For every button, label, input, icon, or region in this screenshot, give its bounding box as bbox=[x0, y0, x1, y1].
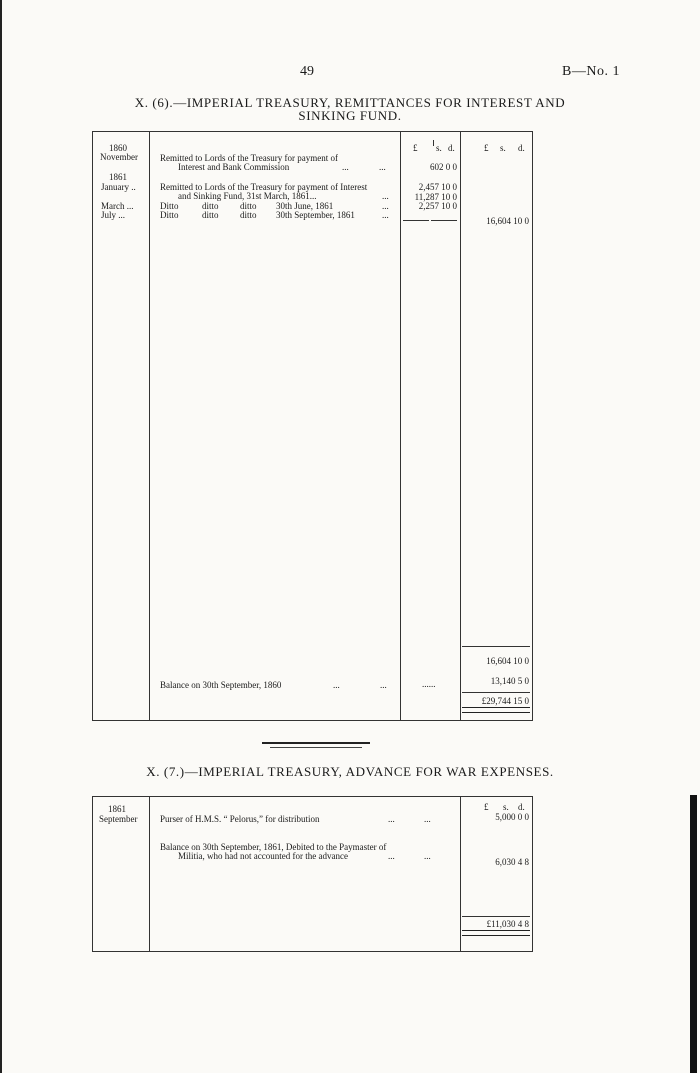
entry1-line1: Remitted to Lords of the Treasury for payment of bbox=[160, 153, 338, 163]
amount-602: 602 0 0 bbox=[430, 162, 457, 172]
balance-leader-dots: ... bbox=[333, 680, 340, 690]
entry2-leader-dots: ... bbox=[382, 191, 389, 201]
currency-head-shilling-total: s. bbox=[500, 143, 506, 153]
grand-total-rule bbox=[462, 692, 530, 693]
entry1-line2: Interest and Bank Commission bbox=[178, 162, 290, 172]
table1-desc-divider bbox=[400, 131, 401, 721]
date-year-1861: 1861 bbox=[109, 172, 127, 182]
entry3-ditto3: ditto bbox=[240, 201, 257, 211]
date-march: March ... bbox=[101, 201, 134, 211]
section2-entry-balance-line1: Balance on 30th September, 1861, Debited to the Paymaster of bbox=[160, 842, 387, 852]
table1-amount-divider bbox=[460, 131, 461, 721]
table2-top-rule bbox=[92, 796, 532, 797]
currency-col-tick bbox=[433, 140, 434, 146]
subtotal-rule-b bbox=[431, 220, 457, 221]
total-rule bbox=[462, 646, 530, 647]
entry4-leader-dots: ... bbox=[382, 210, 389, 220]
table2-right-border bbox=[532, 796, 533, 952]
date-november: November bbox=[100, 152, 138, 162]
amount-11287: 11,287 10 0 bbox=[414, 192, 457, 202]
date-january: January .. bbox=[101, 182, 136, 192]
total-16604: 16,604 10 0 bbox=[486, 656, 529, 666]
date-year-1860: 1860 bbox=[109, 143, 127, 153]
currency-head-pence-total: d. bbox=[518, 143, 525, 153]
entry1-leader-dots: ... bbox=[342, 162, 349, 172]
page-edge-left bbox=[0, 0, 2, 1073]
section2-entry2-dots: ... bbox=[388, 851, 395, 861]
entry3-ditto: Ditto bbox=[160, 201, 179, 211]
entry2-line1: Remitted to Lords of the Treasury for payment of Interest bbox=[160, 182, 368, 192]
balance-label: Balance on 30th September, 1860 bbox=[160, 680, 282, 690]
entry3-leader-dots: ... bbox=[382, 201, 389, 211]
entry4-date: 30th September, 1861 bbox=[276, 210, 355, 220]
section2-amount-5000: 5,000 0 0 bbox=[495, 812, 529, 822]
entry3-date: 30th June, 1861 bbox=[276, 201, 334, 211]
table2-date-divider bbox=[149, 796, 150, 952]
page-number: 49 bbox=[300, 64, 314, 79]
subtotal-rule-a bbox=[403, 220, 429, 221]
table1-right-border bbox=[532, 131, 533, 721]
amount-2257: 2,257 10 0 bbox=[418, 201, 457, 211]
balance-13140: 13,140 5 0 bbox=[490, 676, 529, 686]
section1-title-line1: X. (6).—IMPERIAL TREASURY, REMITTANCES FOR INTEREST AND bbox=[134, 95, 566, 110]
section2-entry1-dots: ... bbox=[388, 814, 395, 824]
entry3-ditto2: ditto bbox=[202, 201, 219, 211]
grand-total-29744: £29,744 15 0 bbox=[481, 696, 529, 706]
table2-amount-divider bbox=[460, 796, 461, 952]
section2-currency-head-shilling: s. bbox=[503, 802, 509, 812]
table2-left-border bbox=[92, 796, 93, 952]
document-reference: B—No. 1 bbox=[562, 64, 620, 79]
date-july: July ... bbox=[101, 210, 126, 220]
section2-entry2-dots-end: ... bbox=[424, 851, 431, 861]
grand-total-double-rule bbox=[462, 707, 530, 713]
section2-amount-6030: 6,030 4 8 bbox=[495, 857, 529, 867]
entry2-line2: and Sinking Fund, 31st March, 1861... bbox=[178, 191, 317, 201]
section-separator-thin bbox=[270, 747, 362, 748]
entry4-ditto3: ditto bbox=[240, 210, 257, 220]
table1-left-border bbox=[92, 131, 93, 721]
currency-head-pound-total: £ bbox=[484, 143, 489, 153]
section2-month-september: September bbox=[99, 814, 138, 824]
entry4-ditto: Ditto bbox=[160, 210, 179, 220]
amount-2457: 2,457 10 0 bbox=[418, 182, 457, 192]
currency-head-shilling: s. bbox=[436, 143, 442, 153]
currency-head-pound: £ bbox=[413, 143, 418, 153]
currency-head-pence: d. bbox=[448, 143, 455, 153]
section2-currency-head-pound: £ bbox=[484, 802, 489, 812]
section1-title-line2: SINKING FUND. bbox=[298, 108, 402, 123]
section2-year-1861: 1861 bbox=[108, 804, 126, 814]
subtotal-16604: 16,604 10 0 bbox=[486, 216, 529, 226]
table1-bottom-rule bbox=[92, 720, 532, 721]
table1-top-rule bbox=[92, 131, 532, 132]
section2-entry-purser: Purser of H.M.S. “ Pelorus,” for distribution bbox=[160, 814, 320, 824]
entry1-leader-dots-end: ... bbox=[379, 162, 386, 172]
section2-entry-balance-line2: Militia, who had not accounted for the advance bbox=[178, 851, 348, 861]
section2-total-double-rule bbox=[462, 930, 530, 936]
section2-currency-head-pence: d. bbox=[518, 802, 525, 812]
table1-date-divider bbox=[149, 131, 150, 721]
section2-total-rule bbox=[462, 916, 530, 917]
entry4-ditto2: ditto bbox=[202, 210, 219, 220]
balance-leader-dots-end: ... bbox=[380, 680, 387, 690]
balance-dash: ...... bbox=[422, 679, 436, 689]
section2-title: X. (7.)—IMPERIAL TREASURY, ADVANCE FOR WAR EXPENSES. bbox=[146, 764, 554, 779]
section2-entry1-dots-end: ... bbox=[424, 814, 431, 824]
page-edge-right bbox=[690, 795, 697, 1073]
section2-total-11030: £11,030 4 8 bbox=[486, 919, 529, 929]
table2-bottom-rule bbox=[92, 951, 532, 952]
section-separator-thick bbox=[262, 742, 370, 744]
